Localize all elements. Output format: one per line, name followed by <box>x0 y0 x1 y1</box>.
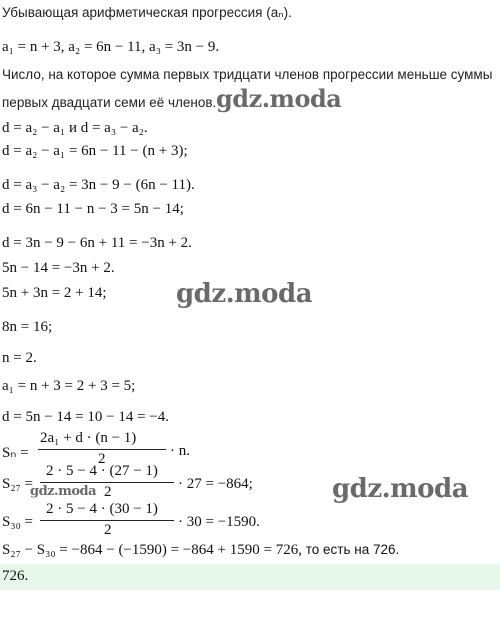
solution-line: d = a₃ − a₂ = 3n − 9 − (6n − 11). <box>2 177 195 193</box>
solution-line: d = 3n − 9 − 6n + 11 = −3n + 2. <box>2 235 192 251</box>
fraction-bar <box>40 520 174 521</box>
solution-line: d = a₂ − a₁ и d = a₃ − a₂. <box>2 120 148 136</box>
answer-box <box>0 564 500 590</box>
problem-title: Убывающая арифметическая прогрессия (aₙ). <box>2 5 292 20</box>
solution-line: n = 2. <box>2 350 37 366</box>
s27-rest: · 27 = −864; <box>178 476 253 492</box>
s27-numerator: 2 · 5 − 4 · (27 − 1) <box>46 463 158 479</box>
s30-rest: · 30 = −1590. <box>178 514 260 530</box>
watermark: gdz.moda <box>30 484 97 499</box>
solution-line: a₁ = n + 3 = 2 + 3 = 5; <box>2 378 136 394</box>
solution-line: 5n + 3n = 2 + 14; <box>2 285 107 301</box>
sn-numerator: 2a₁ + d · (n − 1) <box>40 430 137 446</box>
s27-lhs: S₂₇ = <box>2 476 34 492</box>
solution-line: d = 6n − 11 − n − 3 = 5n − 14; <box>2 201 184 217</box>
solution-line: 8n = 16; <box>2 319 53 335</box>
watermark: gdz.moda <box>216 84 342 113</box>
solution-line: 5n − 14 = −3n + 2. <box>2 260 115 276</box>
s27-denominator: 2 <box>104 484 112 500</box>
solution-line: d = 5n − 14 = 10 − 14 = −4. <box>2 409 170 425</box>
watermark: gdz.moda <box>332 474 469 504</box>
answer-value: 726. <box>2 568 29 584</box>
sn-denominator: 2 <box>98 451 106 467</box>
given-terms: a₁ = n + 3, a₂ = 6n − 11, a₃ = 3n − 9. <box>2 39 220 55</box>
fraction-bar <box>40 482 174 483</box>
final-line <box>2 541 399 559</box>
s30-denominator: 2 <box>104 522 112 538</box>
s30-lhs: S₃₀ = <box>2 514 34 530</box>
sn-rest: · n. <box>170 443 190 459</box>
s30-numerator: 2 · 5 − 4 · (30 − 1) <box>46 501 158 517</box>
watermark: gdz.moda <box>176 279 313 309</box>
solution-line: d = a₂ − a₁ = 6n − 11 − (n + 3); <box>2 143 188 159</box>
fraction-bar <box>38 449 166 450</box>
sn-lhs: Sₙ = <box>2 445 29 461</box>
final-text: то есть на 726. <box>301 542 400 557</box>
question-line-2: первых двадцати семи её членов. <box>2 95 217 110</box>
final-math: S₂₇ − S₃₀ = −864 − (−1590) = −864 + 1590 = 726, <box>2 542 302 558</box>
question-line-1: Число, на которое сумма первых тридцати членов прогрессии меньше суммы <box>2 67 493 82</box>
